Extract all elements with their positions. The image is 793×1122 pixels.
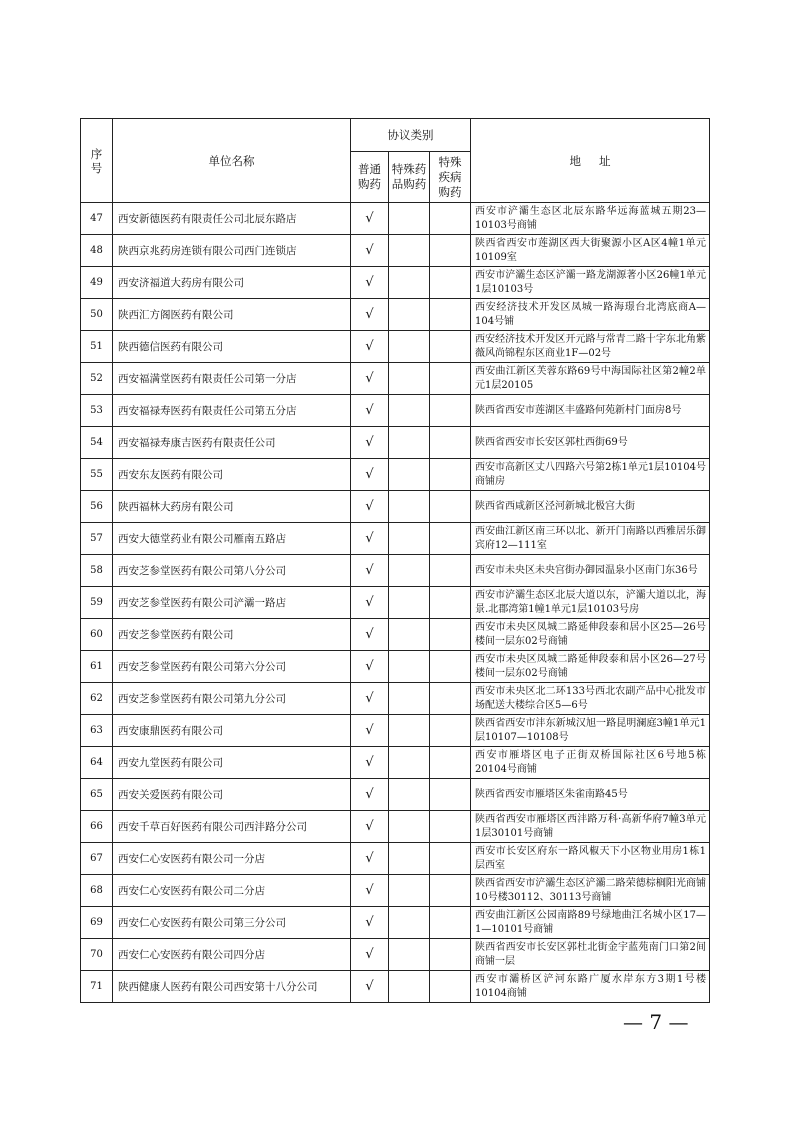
address: 西安市浐灞生态区浐灞一路龙湖源著小区26幢1单元1层10103号 [471, 267, 710, 299]
normal-purchase-check: √ [351, 267, 389, 299]
normal-purchase-check: √ [351, 395, 389, 427]
normal-purchase-check: √ [351, 331, 389, 363]
unit-name: 陕西福林大药房有限公司 [113, 491, 351, 523]
unit-name: 陕西汇方阁医药有限公司 [113, 299, 351, 331]
normal-purchase-check: √ [351, 203, 389, 235]
special-drug-check [389, 651, 430, 683]
table-row [81, 555, 710, 587]
row-number: 57 [81, 523, 113, 555]
special-disease-check [430, 395, 471, 427]
row-number: 71 [81, 971, 113, 1003]
special-disease-check [430, 331, 471, 363]
normal-purchase-check: √ [351, 747, 389, 779]
special-drug-check [389, 619, 430, 651]
table-row [81, 331, 710, 363]
address: 陕西省西安市浐灞生态区浐灞二路荣德棕榈阳光商铺10号楼30112、30113号商铺 [471, 875, 710, 907]
special-drug-check [389, 971, 430, 1003]
header-category: 协议类别 [351, 119, 471, 152]
table-row [81, 939, 710, 971]
table-row [81, 235, 710, 267]
special-disease-check [430, 555, 471, 587]
unit-name: 陕西德信医药有限公司 [113, 331, 351, 363]
special-disease-check [430, 523, 471, 555]
normal-purchase-check: √ [351, 459, 389, 491]
row-number: 63 [81, 715, 113, 747]
row-number: 50 [81, 299, 113, 331]
header-sub-special-disease: 特殊疾病购药 [430, 152, 471, 203]
table-row [81, 875, 710, 907]
normal-purchase-check: √ [351, 811, 389, 843]
special-disease-check [430, 747, 471, 779]
address: 西安曲江新区公园南路89号绿地曲江名城小区17—1—10101号商铺 [471, 907, 710, 939]
address: 西安市长安区府东一路风椒天下小区物业用房1栋1层西室 [471, 843, 710, 875]
special-disease-check [430, 459, 471, 491]
special-drug-check [389, 875, 430, 907]
special-disease-check [430, 779, 471, 811]
special-disease-check [430, 971, 471, 1003]
special-drug-check [389, 395, 430, 427]
unit-name: 西安芝参堂医药有限公司第九分公司 [113, 683, 351, 715]
table-row [81, 811, 710, 843]
row-number: 60 [81, 619, 113, 651]
unit-name: 西安东友医药有限公司 [113, 459, 351, 491]
special-drug-check [389, 363, 430, 395]
row-number: 56 [81, 491, 113, 523]
special-drug-check [389, 235, 430, 267]
row-number: 61 [81, 651, 113, 683]
row-number: 69 [81, 907, 113, 939]
unit-name: 西安芝参堂医药有限公司第八分公司 [113, 555, 351, 587]
address: 西安市浐灞生态区北辰大道以东，浐灞大道以北，海景.北郡湾第1幢1单元1层10103号房 [471, 587, 710, 619]
row-number: 54 [81, 427, 113, 459]
special-drug-check [389, 555, 430, 587]
unit-name: 西安千草百好医药有限公司西沣路分公司 [113, 811, 351, 843]
address: 西安市未央区北二环133号西北农副产品中心批发市场配送大楼综合区5—6号 [471, 683, 710, 715]
unit-name: 西安新德医药有限责任公司北辰东路店 [113, 203, 351, 235]
table-row [81, 747, 710, 779]
unit-name: 西安芝参堂医药有限公司第六分公司 [113, 651, 351, 683]
table-row [81, 715, 710, 747]
address: 陕西省西咸新区泾河新城北极宫大街 [471, 491, 710, 523]
table-row [81, 363, 710, 395]
table-row [81, 523, 710, 555]
unit-name: 西安福满堂医药有限责任公司第一分店 [113, 363, 351, 395]
address: 陕西省西安市沣东新城汉旭一路昆明澜庭3幢1单元1层10107—10108号 [471, 715, 710, 747]
table-row [81, 683, 710, 715]
row-number: 68 [81, 875, 113, 907]
table-row [81, 459, 710, 491]
address: 西安曲江新区南三环以北、新开门南路以西雅居乐御宾府12—111室 [471, 523, 710, 555]
normal-purchase-check: √ [351, 683, 389, 715]
pharmacy-table [80, 118, 710, 1003]
row-number: 67 [81, 843, 113, 875]
address: 西安曲江新区芙蓉东路69号中海国际社区第2幢2单元1层20105 [471, 363, 710, 395]
special-disease-check [430, 811, 471, 843]
special-drug-check [389, 843, 430, 875]
normal-purchase-check: √ [351, 299, 389, 331]
address: 西安市未央区凤城二路延伸段泰和居小区26—27号楼间一层东02号商铺 [471, 651, 710, 683]
normal-purchase-check: √ [351, 875, 389, 907]
row-number: 62 [81, 683, 113, 715]
normal-purchase-check: √ [351, 491, 389, 523]
table-row [81, 907, 710, 939]
row-number: 55 [81, 459, 113, 491]
normal-purchase-check: √ [351, 523, 389, 555]
special-disease-check [430, 651, 471, 683]
unit-name: 西安仁心安医药有限公司四分店 [113, 939, 351, 971]
row-number: 51 [81, 331, 113, 363]
header-name: 单位名称 [113, 119, 351, 203]
page-number: — 7 — [623, 1010, 689, 1034]
special-drug-check [389, 587, 430, 619]
normal-purchase-check: √ [351, 715, 389, 747]
unit-name: 西安大德堂药业有限公司雁南五路店 [113, 523, 351, 555]
normal-purchase-check: √ [351, 587, 389, 619]
special-drug-check [389, 459, 430, 491]
table-row [81, 587, 710, 619]
unit-name: 西安仁心安医药有限公司二分店 [113, 875, 351, 907]
table-row [81, 779, 710, 811]
special-drug-check [389, 203, 430, 235]
special-disease-check [430, 715, 471, 747]
address: 西安市未央区凤城二路延伸段泰和居小区25—26号楼间一层东02号商铺 [471, 619, 710, 651]
special-drug-check [389, 331, 430, 363]
row-number: 53 [81, 395, 113, 427]
address: 西安市灞桥区浐河东路广厦水岸东方3期1号楼10104商铺 [471, 971, 710, 1003]
table-row [81, 267, 710, 299]
unit-name: 西安芝参堂医药有限公司浐灞一路店 [113, 587, 351, 619]
special-disease-check [430, 619, 471, 651]
table-row [81, 971, 710, 1003]
normal-purchase-check: √ [351, 843, 389, 875]
row-number: 48 [81, 235, 113, 267]
table-row [81, 299, 710, 331]
address: 西安经济技术开发区凤城一路海璟台北湾底商A—104号铺 [471, 299, 710, 331]
special-disease-check [430, 427, 471, 459]
row-number: 59 [81, 587, 113, 619]
normal-purchase-check: √ [351, 939, 389, 971]
special-disease-check [430, 491, 471, 523]
table-row [81, 203, 710, 235]
row-number: 49 [81, 267, 113, 299]
table-row [81, 395, 710, 427]
unit-name: 陕西京兆药房连锁有限公司西门连锁店 [113, 235, 351, 267]
special-disease-check [430, 843, 471, 875]
row-number: 66 [81, 811, 113, 843]
table-row [81, 427, 710, 459]
address: 西安市雁塔区电子正街双桥国际社区6号地5栋20104号商铺 [471, 747, 710, 779]
special-disease-check [430, 203, 471, 235]
header-address: 地址 [471, 119, 710, 203]
special-drug-check [389, 907, 430, 939]
special-drug-check [389, 683, 430, 715]
table-row [81, 619, 710, 651]
row-number: 52 [81, 363, 113, 395]
special-disease-check [430, 267, 471, 299]
special-disease-check [430, 299, 471, 331]
unit-name: 西安济福道大药房有限公司 [113, 267, 351, 299]
special-disease-check [430, 875, 471, 907]
header-no: 序号 [81, 119, 113, 203]
special-drug-check [389, 779, 430, 811]
unit-name: 陕西健康人医药有限公司西安第十八分公司 [113, 971, 351, 1003]
unit-name: 西安芝参堂医药有限公司 [113, 619, 351, 651]
table-row [81, 651, 710, 683]
special-drug-check [389, 715, 430, 747]
unit-name: 西安仁心安医药有限公司第三分公司 [113, 907, 351, 939]
row-number: 47 [81, 203, 113, 235]
address: 西安市浐灞生态区北辰东路华远海蓝城五期23—10103号商铺 [471, 203, 710, 235]
address: 西安市高新区丈八四路六号第2栋1单元1层10104号商铺房 [471, 459, 710, 491]
normal-purchase-check: √ [351, 651, 389, 683]
special-disease-check [430, 683, 471, 715]
unit-name: 西安关爱医药有限公司 [113, 779, 351, 811]
address: 陕西省西安市莲湖区丰盛路何苑新村门面房8号 [471, 395, 710, 427]
address: 陕西省西安市长安区郭杜北街金宇蓝苑南门口第2间商铺一层 [471, 939, 710, 971]
special-drug-check [389, 939, 430, 971]
address: 陕西省西安市莲湖区西大街聚源小区A区4幢1单元10109室 [471, 235, 710, 267]
normal-purchase-check: √ [351, 907, 389, 939]
normal-purchase-check: √ [351, 235, 389, 267]
normal-purchase-check: √ [351, 555, 389, 587]
unit-name: 西安福禄寿康吉医药有限责任公司 [113, 427, 351, 459]
address: 陕西省西安市雁塔区西沣路万科·高新华府7幢3单元1层30101号商铺 [471, 811, 710, 843]
table-row [81, 491, 710, 523]
normal-purchase-check: √ [351, 779, 389, 811]
row-number: 65 [81, 779, 113, 811]
special-drug-check [389, 747, 430, 779]
unit-name: 西安康鼎医药有限公司 [113, 715, 351, 747]
unit-name: 西安仁心安医药有限公司一分店 [113, 843, 351, 875]
normal-purchase-check: √ [351, 971, 389, 1003]
header-sub-special-drug: 特殊药品购药 [389, 152, 430, 203]
special-disease-check [430, 939, 471, 971]
special-drug-check [389, 267, 430, 299]
special-drug-check [389, 811, 430, 843]
unit-name: 西安九堂医药有限公司 [113, 747, 351, 779]
normal-purchase-check: √ [351, 427, 389, 459]
special-drug-check [389, 427, 430, 459]
address: 陕西省西安市雁塔区朱雀南路45号 [471, 779, 710, 811]
special-disease-check [430, 907, 471, 939]
unit-name: 西安福禄寿医药有限责任公司第五分店 [113, 395, 351, 427]
row-number: 58 [81, 555, 113, 587]
special-disease-check [430, 235, 471, 267]
special-drug-check [389, 299, 430, 331]
address: 西安经济技术开发区开元路与常青二路十字东北角紫薇风尚锦程东区商业1F—02号 [471, 331, 710, 363]
special-drug-check [389, 523, 430, 555]
special-disease-check [430, 587, 471, 619]
table-row [81, 843, 710, 875]
normal-purchase-check: √ [351, 619, 389, 651]
address: 陕西省西安市长安区郭杜西街69号 [471, 427, 710, 459]
row-number: 70 [81, 939, 113, 971]
special-drug-check [389, 491, 430, 523]
normal-purchase-check: √ [351, 363, 389, 395]
special-disease-check [430, 363, 471, 395]
header-sub-normal: 普通购药 [351, 152, 389, 203]
row-number: 64 [81, 747, 113, 779]
address: 西安市未央区未央宫街办御园温泉小区南门东36号 [471, 555, 710, 587]
